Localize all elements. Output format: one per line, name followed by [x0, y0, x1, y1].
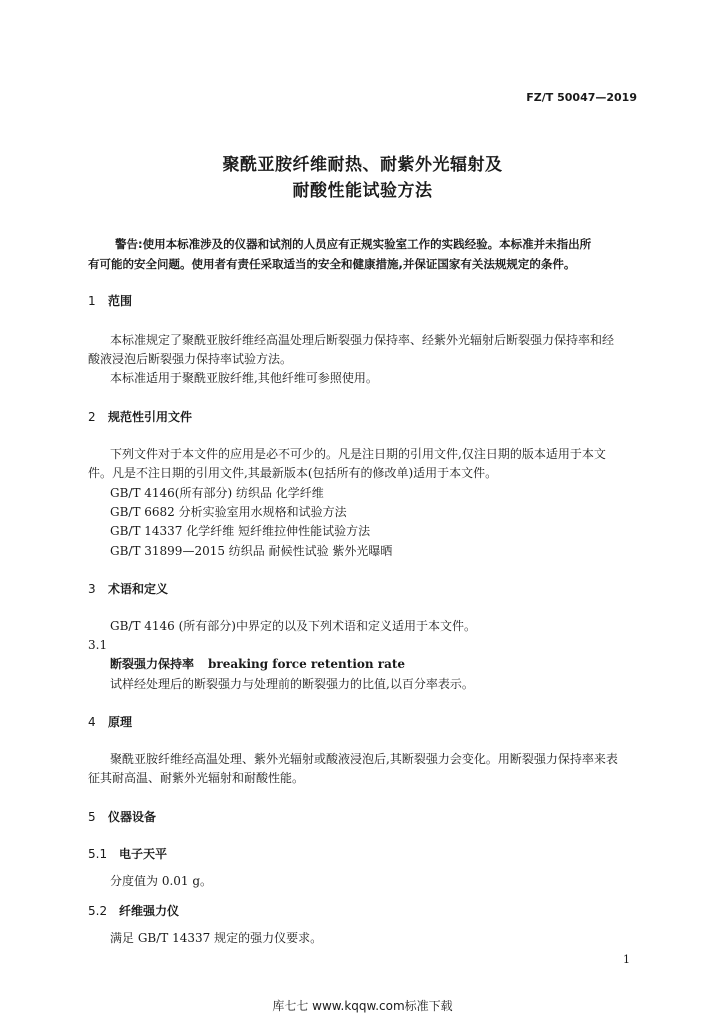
normative-reference: GB/T 6682 分析实验室用水规格和试验方法: [110, 505, 347, 519]
clause-5-2-text: 满足 GB/T 14337 规定的强力仪要求。: [110, 931, 323, 945]
section-5-heading: [88, 808, 156, 825]
clause-5-1-title: 电子天平: [119, 847, 168, 861]
clause-5-1-number: 5.1: [88, 847, 108, 861]
clause-5-2-heading: [88, 902, 179, 919]
section-4-para1-line2: 征其耐高温、耐紫外光辐射和耐酸性能。: [88, 771, 305, 785]
clause-5-2-number: 5.2: [88, 904, 108, 918]
term-chinese: 断裂强力保持率: [110, 657, 195, 671]
section-2-para1-line1: 下列文件对于本文件的应用是必不可少的。凡是注日期的引用文件,仅注日期的版本适用于本文: [110, 447, 606, 461]
term-english: breaking force retention rate: [208, 657, 406, 671]
standard-number: FZ/T 50047—2019: [526, 91, 637, 104]
normative-reference: GB/T 14337 化学纤维 短纤维拉伸性能试验方法: [110, 524, 371, 538]
section-5-number: 5: [88, 810, 96, 824]
section-1-number: 1: [88, 294, 96, 308]
section-4-title: 原理: [108, 715, 133, 729]
section-2-number: 2: [88, 410, 96, 424]
page-number: 1: [623, 953, 630, 966]
section-3-number: 3: [88, 582, 96, 596]
document-title-line2: 耐酸性能试验方法: [292, 181, 433, 201]
section-2-para1-line2: 件。凡是不注日期的引用文件,其最新版本(包括所有的修改单)适用于本文件。: [88, 466, 498, 480]
normative-reference: GB/T 4146(所有部分) 纺织品 化学纤维: [110, 486, 324, 500]
document-title-line1: 聚酰亚胺纤维耐热、耐紫外光辐射及: [222, 155, 503, 175]
clause-3-1-number: 3.1: [88, 638, 108, 652]
section-4-para1-line1: 聚酰亚胺纤维经高温处理、紫外光辐射或酸液浸泡后,其断裂强力会变化。用断裂强力保持率来表: [110, 752, 618, 766]
clause-5-2-title: 纤维强力仪: [119, 904, 180, 918]
section-2-title: 规范性引用文件: [108, 410, 193, 424]
warning-line2: 有可能的安全问题。使用者有责任采取适当的安全和健康措施,并保证国家有关法规规定的条件。: [88, 257, 576, 271]
section-5-title: 仪器设备: [108, 810, 157, 824]
clause-5-1-heading: [88, 845, 167, 862]
section-3-title: 术语和定义: [108, 582, 169, 596]
section-3-para1: GB/T 4146 (所有部分)中界定的以及下列术语和定义适用于本文件。: [110, 619, 476, 633]
section-1-para1-line2: 酸液浸泡后断裂强力保持率试验方法。: [88, 352, 293, 366]
term-entry: [110, 656, 405, 672]
section-4-number: 4: [88, 715, 96, 729]
footer-watermark: 库七七 www.kqqw.com标准下载: [272, 999, 453, 1013]
term-definition: 试样经处理后的断裂强力与处理前的断裂强力的比值,以百分率表示。: [110, 677, 474, 691]
section-1-heading: [88, 292, 132, 309]
section-1-para2: 本标准适用于聚酰亚胺纤维,其他纤维可参照使用。: [110, 371, 378, 385]
warning-line1: 警告:使用本标准涉及的仪器和试剂的人员应有正规实验室工作的实践经验。本标准并未指出所: [115, 237, 592, 251]
normative-reference: GB/T 31899—2015 纺织品 耐候性试验 紫外光曝晒: [110, 544, 393, 558]
section-3-heading: [88, 580, 168, 597]
section-1-title: 范围: [108, 294, 133, 308]
clause-5-1-text: 分度值为 0.01 g。: [110, 874, 213, 888]
section-2-heading: [88, 408, 192, 425]
section-1-para1-line1: 本标准规定了聚酰亚胺纤维经高温处理后断裂强力保持率、经紫外光辐射后断裂强力保持率和经: [110, 333, 615, 347]
section-4-heading: [88, 713, 132, 730]
